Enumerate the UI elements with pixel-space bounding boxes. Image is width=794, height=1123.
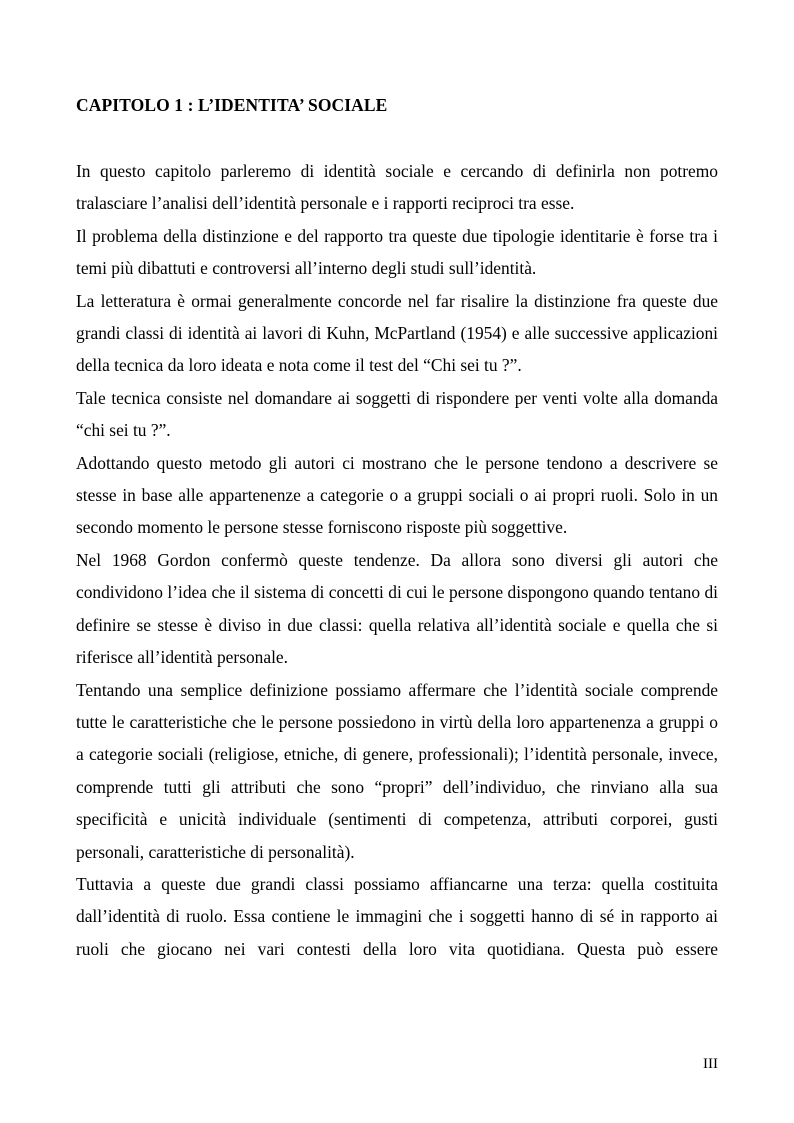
paragraph: Nel 1968 Gordon confermò queste tendenze. Da allora sono diversi gli autori che condividono l’idea che il sistema di concetti di cui le persone dispongono quando tentano di definire se stesse è diviso in due classi: quella relativa all’identità sociale e quella che si riferisce all’identità personale. — [76, 549, 718, 668]
paragraph: In questo capitolo parleremo di identità sociale e cercando di definirla non potremo tralasciare l’analisi dell’identità personale e i rapporti reciproci tra esse. — [76, 161, 718, 214]
document-page — [76, 0, 718, 1123]
paragraph: La letteratura è ormai generalmente concorde nel far risalire la distinzione fra queste due grandi classi di identità ai lavori di Kuhn, McPartland (1954) e alle successive applicazioni della tecnica da loro ideata e nota come il test del “Chi sei tu ?”. — [76, 290, 718, 376]
page-number: III — [703, 1056, 718, 1072]
paragraph: Tale tecnica consiste nel domandare ai soggetti di rispondere per venti volte alla domanda “chi sei tu ?”. — [76, 387, 718, 441]
chapter-title: CAPITOLO 1 : L’IDENTITA’ SOCIALE — [76, 95, 388, 115]
body-text — [76, 155, 718, 965]
paragraph: Il problema della distinzione e del rapporto tra queste due tipologie identitarie è forse tra i temi più dibattuti e controversi all’interno degli studi sull’identità. — [76, 225, 718, 279]
paragraph: Adottando questo metodo gli autori ci mostrano che le persone tendono a descrivere se stesse in base alle appartenenze a categorie o a gruppi sociali o ai propri ruoli. Solo in un secondo momento le persone stesse forniscono risposte più soggettive. — [76, 452, 718, 538]
paragraph-last: Tuttavia a queste due grandi classi possiamo affiancarne una terza: quella costituita dall’identità di ruolo. Essa contiene le immagini che i soggetti hanno di sé in rapporto ai ruoli che giocano nei vari contesti della loro vita quotidiana. Questa può essere — [76, 873, 718, 959]
paragraph: Tentando una semplice definizione possiamo affermare che l’identità sociale comprende tutte le caratteristiche che le persone possiedono in virtù della loro appartenenza a gruppi o a categorie sociali (religiose, etniche, di genere, professionali); l’identità personale, invece, comprende tutti gli attributi che sono “propri” dell’individuo, che rinviano alla sua specificità e unicità individuale (sentimenti di competenza, attributi corporei, gusti personali, caratteristiche di personalità). — [76, 679, 718, 862]
